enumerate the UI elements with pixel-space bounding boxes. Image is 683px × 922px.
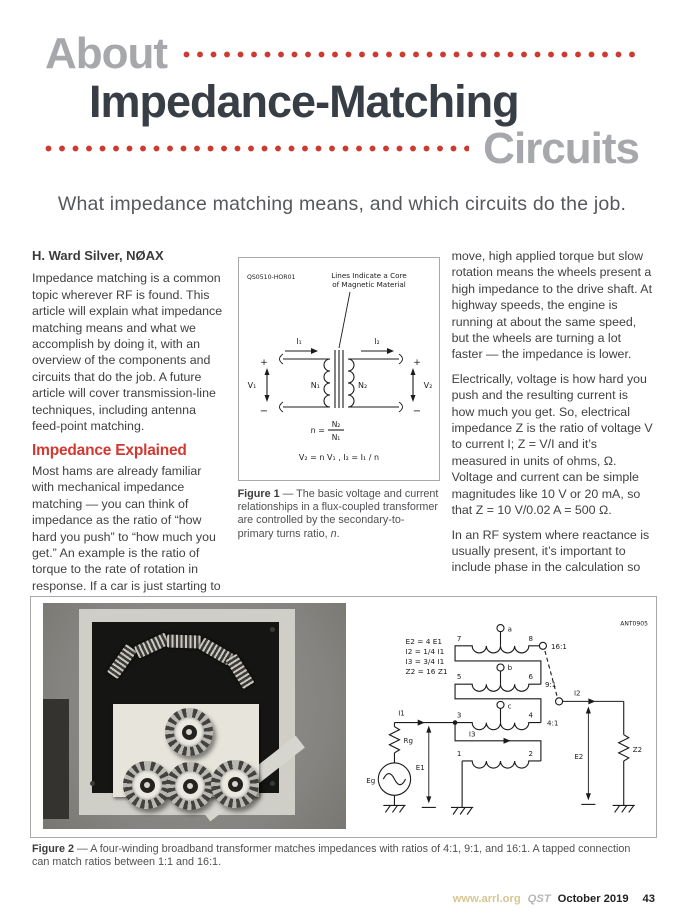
connector-pin — [187, 783, 193, 789]
connector-insulator — [174, 717, 204, 747]
generator-branch — [366, 709, 424, 813]
title-word-about: About — [45, 29, 168, 78]
magnetic-core-lines — [335, 350, 343, 408]
coax-connector — [211, 760, 259, 808]
svg-text:V₂: V₂ — [423, 381, 432, 390]
connector-insulator — [132, 770, 162, 800]
current-i1-label: I1 — [398, 708, 405, 718]
figure2-caption-label: Figure 2 — [32, 843, 74, 855]
resistor-z2 — [619, 735, 629, 761]
current-arrow-i2 — [361, 337, 394, 354]
voltage-current-formula: V₂ = n V₁ , I₂ = I₁ / n — [298, 453, 379, 462]
connector-socket — [182, 725, 197, 740]
primary-wires — [279, 354, 330, 412]
svg-text:5: 5 — [456, 672, 462, 682]
svg-text:Z2 = 16 Z1: Z2 = 16 Z1 — [405, 667, 448, 677]
page-footer — [453, 893, 655, 905]
column-2 — [238, 248, 440, 602]
figure2-id-label: ANT0905 — [620, 620, 648, 628]
ground-symbol — [451, 807, 473, 814]
voltage-v2 — [410, 358, 432, 417]
transformer-photo — [43, 603, 346, 829]
coax-connector — [166, 762, 214, 810]
connector-insulator — [220, 769, 250, 799]
svg-text:+: + — [412, 358, 421, 368]
circuit-equations — [406, 637, 448, 676]
tap-b-label: b — [507, 663, 513, 673]
turns-ratio-formula — [310, 420, 343, 442]
author-byline: H. Ward Silver, NØAX — [32, 248, 164, 263]
arrl-website: www.arrl.org — [452, 893, 521, 905]
svg-text:N₂: N₂ — [331, 420, 340, 429]
svg-text:8: 8 — [528, 633, 534, 643]
turns-label-n1: N₁ — [310, 381, 320, 390]
current-i3-label: I3 — [468, 729, 476, 739]
ground-symbol — [383, 805, 405, 812]
connector-pin — [232, 781, 238, 787]
coax-connector — [123, 761, 171, 809]
secondary-wires — [348, 354, 403, 412]
article-body — [32, 248, 654, 602]
paragraph: move, high applied torque but slow rotation means the wheels present a high impedance to the drive shaft. At highway speeds, the engine is running at about the same speed, but the wheels are turning a lot faster — the impedance is lower. — [451, 249, 653, 362]
tap-c-label: c — [507, 701, 512, 711]
paragraph: Impedance matching is a common topic wherever RF is found. This article will explain what impedance matching means and what we accomplish by doing it, with an overview of the components and circuits that do the job. A future article will cover transmission-line techniques, including antenna feed-point matching. — [32, 271, 223, 434]
ground-symbol — [613, 805, 635, 812]
magazine-name: QST — [527, 893, 551, 905]
svg-text:E2: E2 — [574, 751, 584, 761]
red-dotted-rule-bottom — [45, 145, 469, 152]
current-arrow-i1 — [285, 337, 318, 354]
svg-text:I₂: I₂ — [373, 337, 380, 346]
core-annotation-line2: of Magnetic Material — [331, 280, 406, 289]
red-dotted-rule-top — [183, 51, 639, 58]
svg-text:1: 1 — [456, 748, 462, 758]
svg-text:7: 7 — [456, 633, 462, 643]
voltage-e2 — [574, 706, 595, 804]
ratio-16-1: 16:1 — [551, 641, 567, 651]
figure1-caption-variable: n — [330, 527, 337, 540]
paragraph: Electrically, voltage is how hard you push and the resulting current is how much you get. So, electrical impedance Z is the ratio of voltage V to current I; Z = V/I and it’s measured in units of ohms, Ω. Voltage and current can be simple magnitudes like 10 V or 20 mA, so that Z = 10 V/0.02 A = 500 Ω. — [451, 371, 653, 518]
title-word-circuits: Circuits — [483, 123, 639, 173]
winding-5-6 — [457, 663, 541, 691]
svg-text:6: 6 — [528, 672, 534, 682]
svg-text:E1: E1 — [415, 763, 425, 773]
svg-text:I₁: I₁ — [295, 337, 302, 346]
figure2-caption — [32, 843, 632, 869]
svg-text:3: 3 — [456, 710, 462, 720]
figure2-caption-text: — A four-winding broadband transformer matches impedances with ratios of 4:1, 9:1, and 16:1. A tapped connection can match ratios between 1:1 and 16:1. — [32, 843, 631, 869]
figure1-caption-period: . — [336, 527, 340, 540]
resistor-rg-label: Rg — [403, 735, 413, 745]
connector-pin — [186, 729, 192, 735]
svg-text:V₁: V₁ — [247, 381, 256, 390]
figure1-caption — [238, 488, 440, 541]
column-3 — [452, 248, 654, 602]
svg-text:I3 = 3/4 I1: I3 = 3/4 I1 — [405, 657, 445, 667]
paragraph: Most hams are already familiar with mechanical impedance matching — you can think of impedance as the ratio of “how hard you push” to “how much you get.” An example is the ratio of torque to the rate of rotation in response. If a car is just starting to — [32, 463, 221, 593]
transformer-schematic — [239, 258, 439, 478]
toroid-winding-clip — [167, 634, 201, 648]
voltage-v1 — [247, 358, 269, 417]
source-eg-label: Eg — [366, 776, 376, 786]
voltage-e1 — [416, 726, 436, 808]
svg-text:−: − — [412, 406, 421, 417]
figure1-diagram-box — [238, 257, 440, 481]
winding-7-8 — [457, 625, 540, 653]
connector-socket — [140, 778, 155, 793]
photo-background-shadow — [43, 699, 69, 819]
svg-text:E2 = 4 E1: E2 = 4 E1 — [405, 636, 443, 646]
resistor-z2-label: Z2 — [632, 744, 643, 754]
tap-selector-switch — [539, 642, 562, 705]
svg-text:+: + — [259, 358, 268, 368]
svg-text:N₁: N₁ — [331, 433, 340, 442]
sine-wave-icon — [383, 774, 405, 785]
primary-coil — [324, 359, 330, 407]
section-heading-impedance-explained: Impedance Explained — [32, 442, 187, 460]
connector-socket — [183, 779, 198, 794]
turns-label-n2: N₂ — [357, 381, 367, 390]
tap-a-label: a — [507, 624, 512, 634]
column-1 — [32, 248, 226, 602]
figure1-id-label: QS0510-HOR01 — [246, 274, 296, 281]
svg-text:n =: n = — [310, 426, 325, 435]
broadband-transformer-schematic — [349, 600, 652, 828]
winding-3-4 — [394, 701, 540, 729]
annotation-pointer-line — [339, 292, 350, 348]
article-header — [45, 29, 639, 216]
ratio-9-1: 9:1 — [544, 680, 557, 690]
load-branch — [563, 688, 643, 812]
figure1-caption-label: Figure 1 — [237, 488, 280, 500]
figure1-caption-text: — The basic voltage and current relationships in a flux-coupled transformer are controlled by the secondary-to-primary turns ratio, — [237, 488, 439, 540]
issue-date: October 2019 — [557, 893, 629, 905]
article-deck: What impedance matching means, and which circuits do the job. — [57, 192, 627, 215]
svg-text:4: 4 — [528, 710, 534, 720]
connector-socket — [228, 777, 243, 792]
title-word-impedance-matching: Impedance-Matching — [89, 76, 519, 127]
connector-insulator — [175, 771, 205, 801]
svg-text:2: 2 — [528, 748, 534, 758]
figure2-box — [30, 596, 657, 838]
secondary-coil — [348, 359, 354, 407]
page-number: 43 — [642, 893, 655, 905]
screw — [90, 781, 95, 786]
ratio-4-1: 4:1 — [546, 718, 559, 728]
current-i2-label: I2 — [573, 688, 581, 698]
svg-text:I2 = 1/4 I1: I2 = 1/4 I1 — [405, 646, 445, 656]
resistor-rg — [389, 727, 399, 753]
screw — [270, 627, 275, 632]
coax-connector — [165, 708, 213, 756]
svg-text:−: − — [259, 406, 268, 417]
paragraph: In an RF system where reactance is usually present, it’s important to include phase in the calculation so — [451, 527, 650, 575]
connector-pin — [144, 782, 150, 788]
winding-1-2 — [457, 749, 541, 768]
screw — [270, 781, 275, 786]
core-annotation-line1: Lines Indicate a Core — [330, 271, 407, 280]
